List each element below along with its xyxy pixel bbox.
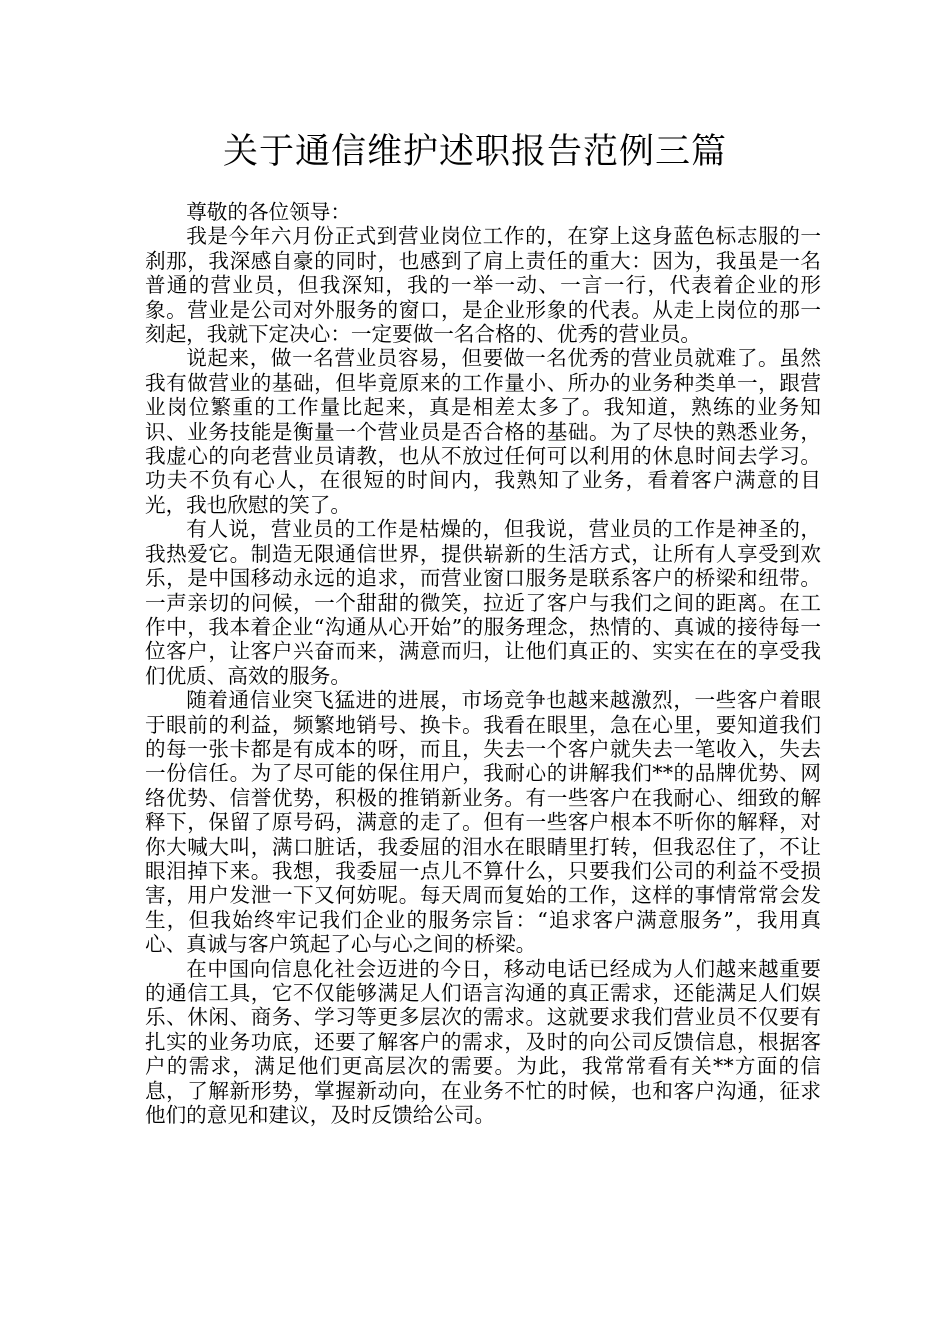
salutation: 尊敬的各位领导： <box>186 200 351 224</box>
document-body <box>145 200 821 1127</box>
paragraph-4: 随着通信业突飞猛进的进展，市场竞争也越来越激烈，一些客户着眼于眼前的利益，频繁地销号、换卡。我看在眼里，急在心里，要知道我们的每一张卡都是有成本的呀，而且，失去一个客户就失去一笔收入，失去一份信任。为了尽可能的保住用户，我耐心的讲解我们**的品牌优势、网络优势、信誉优势，积极的推销新业务。有一些客户在我耐心、细致的解释下，保留了原号码，满意的走了。但有一些客户根本不听你的解释，对你大喊大叫，满口脏话，我委屈的泪水在眼睛里打转，但我忍住了，不让眼泪掉下来。我想，我委屈一点儿不算什么，只要我们公司的利益不受损害，用户发泄一下又何妨呢。每天周而复始的工作，这样的事情常常会发生，但我始终牢记我们企业的服务宗旨：“追求客户满意服务”，我用真心、真诚与客户筑起了心与心之间的桥梁。 <box>145 688 821 957</box>
document-title: 关于通信维护述职报告范例三篇 <box>222 132 727 172</box>
paragraph-1: 我是今年六月份正式到营业岗位工作的，在穿上这身蓝色标志服的一刹那，我深感自豪的同时，也感到了肩上责任的重大：因为，我虽是一名普通的营业员，但我深知，我的一举一动、一言一行，代表着企业的形象。营业是公司对外服务的窗口，是企业形象的代表。从走上岗位的那一刻起，我就下定决心：一定要做一名合格的、优秀的营业员。 <box>145 224 821 347</box>
paragraph-2: 说起来，做一名营业员容易，但要做一名优秀的营业员就难了。虽然我有做营业的基础，但毕竟原来的工作量小、所办的业务种类单一，跟营业岗位繁重的工作量比起来，真是相差太多了。我知道，熟练的业务知识、业务技能是衡量一个营业员是否合格的基础。为了尽快的熟悉业务，我虚心的向老营业员请教，也从不放过任何可以利用的休息时间去学习。功夫不负有心人，在很短的时间内，我熟知了业务，看着客户满意的目光，我也欣慰的笑了。 <box>145 346 821 517</box>
paragraph-5: 在中国向信息化社会迈进的今日，移动电话已经成为人们越来越重要的通信工具，它不仅能够满足人们语言沟通的真正需求，还能满足人们娱乐、休闲、商务、学习等更多层次的需求。这就要求我们营业员不仅要有扎实的业务功底，还要了解客户的需求，及时的向公司反馈信息，根据客户的需求，满足他们更高层次的需要。为此，我常常看有关**方面的信息，了解新形势，掌握新动向，在业务不忙的时候，也和客户沟通，征求他们的意见和建议，及时反馈给公司。 <box>145 956 821 1128</box>
paragraph-3: 有人说，营业员的工作是枯燥的，但我说，营业员的工作是神圣的，我热爱它。制造无限通信世界，提供崭新的生活方式，让所有人享受到欢乐，是中国移动永远的追求，而营业窗口服务是联系客户的桥梁和纽带。一声亲切的问候，一个甜甜的微笑，拉近了客户与我们之间的距离。在工作中，我本着企业“沟通从心开始”的服务理念，热情的、真诚的接待每一位客户，让客户兴奋而来，满意而归，让他们真正的、实实在在的享受我们优质、高效的服务。 <box>145 517 821 688</box>
